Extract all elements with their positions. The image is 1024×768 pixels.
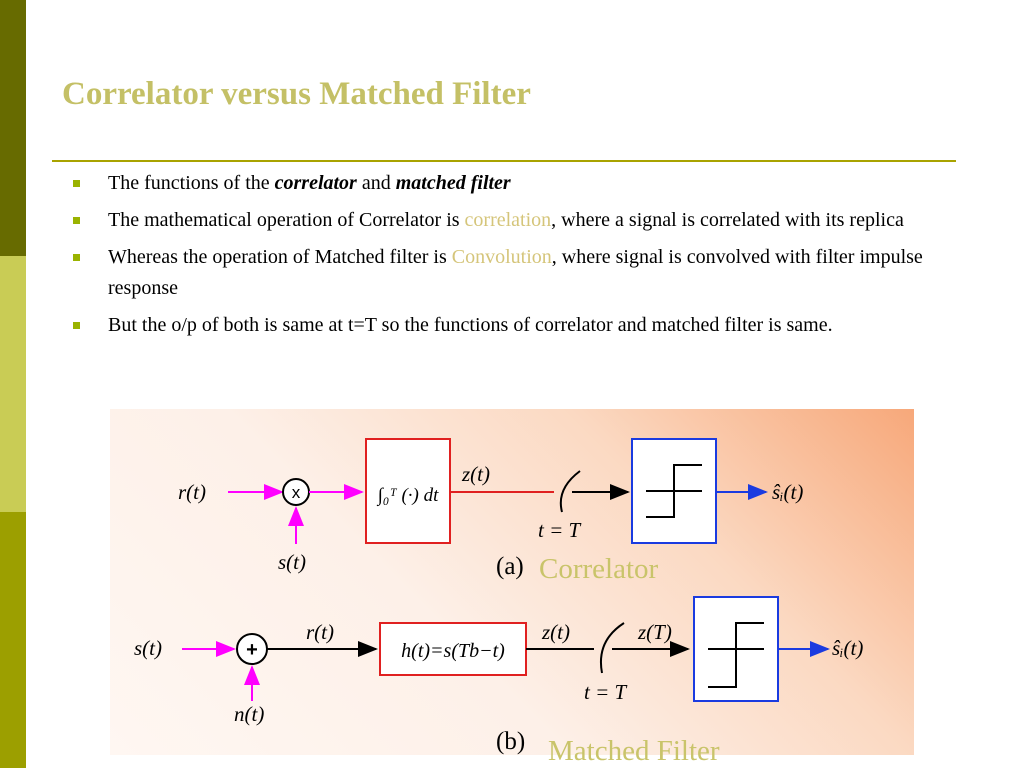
slide-title: Correlator versus Matched Filter — [62, 76, 531, 112]
sampled-output-label: z(T) — [638, 620, 672, 644]
mf-decision-output-label: ŝᵢ(t) — [832, 636, 864, 660]
correlator-diagram — [178, 439, 803, 580]
matched-filter-caption: Matched Filter — [548, 735, 720, 767]
adder-symbol: + — [246, 639, 258, 661]
correlator-input-label: r(t) — [178, 480, 206, 504]
integrator-label: ∫₀ᵀ (·) dt — [377, 485, 439, 506]
bullet-text: , where a signal is correlated with its replica — [551, 209, 904, 231]
mf-input-label: s(t) — [134, 636, 162, 660]
integrator-output-label: z(t) — [462, 462, 490, 486]
block-diagram-svg — [110, 409, 914, 755]
bullet-list — [70, 168, 980, 347]
bullet-text: , where signal is convolved with filter impulse response — [108, 246, 923, 299]
sample-time-label: t = T — [538, 518, 581, 542]
matched-filter-diagram — [134, 597, 863, 755]
filter-output-label: z(t) — [542, 620, 570, 644]
bullet-item — [70, 242, 980, 304]
filter-label: h(t)=s(Tb−t) — [401, 640, 505, 662]
bullet-text: The functions of the — [108, 172, 275, 194]
bullet-item — [70, 310, 980, 341]
block-diagram-figure — [110, 409, 914, 755]
correlator-caption: Correlator — [539, 553, 659, 585]
bullet-emphasis: correlator — [274, 172, 357, 194]
bullet-text: But the o/p of both is same at t=T so the functions of correlator and matched filter is same. — [108, 314, 833, 336]
bullet-text: The mathematical operation of Correlator is — [108, 209, 465, 231]
bullet-square-icon — [73, 180, 80, 187]
noise-label: n(t) — [234, 702, 265, 726]
diagram-label-a: (a) — [496, 553, 524, 580]
multiplier-symbol: x — [291, 483, 301, 502]
bullet-text: and — [356, 172, 396, 194]
bullet-square-icon — [73, 254, 80, 261]
bullet-square-icon — [73, 217, 80, 224]
bullet-text: Whereas the operation of Matched filter is — [108, 246, 452, 268]
bullet-emphasis: matched filter — [395, 172, 511, 194]
bullet-highlight: Convolution — [451, 246, 552, 268]
side-bar-middle — [0, 256, 26, 512]
side-bar-bottom — [0, 512, 26, 768]
reference-signal-label: s(t) — [278, 550, 306, 574]
bullet-highlight: correlation — [464, 209, 552, 231]
side-bar-top — [0, 0, 26, 256]
decision-output-label: ŝᵢ(t) — [772, 480, 804, 504]
bullet-square-icon — [73, 322, 80, 329]
bullet-item — [70, 168, 980, 199]
diagram-label-b: (b) — [496, 728, 526, 755]
received-signal-label: r(t) — [306, 620, 334, 644]
mf-sample-time-label: t = T — [584, 680, 627, 704]
title-divider — [52, 160, 956, 162]
bullet-item — [70, 205, 980, 236]
